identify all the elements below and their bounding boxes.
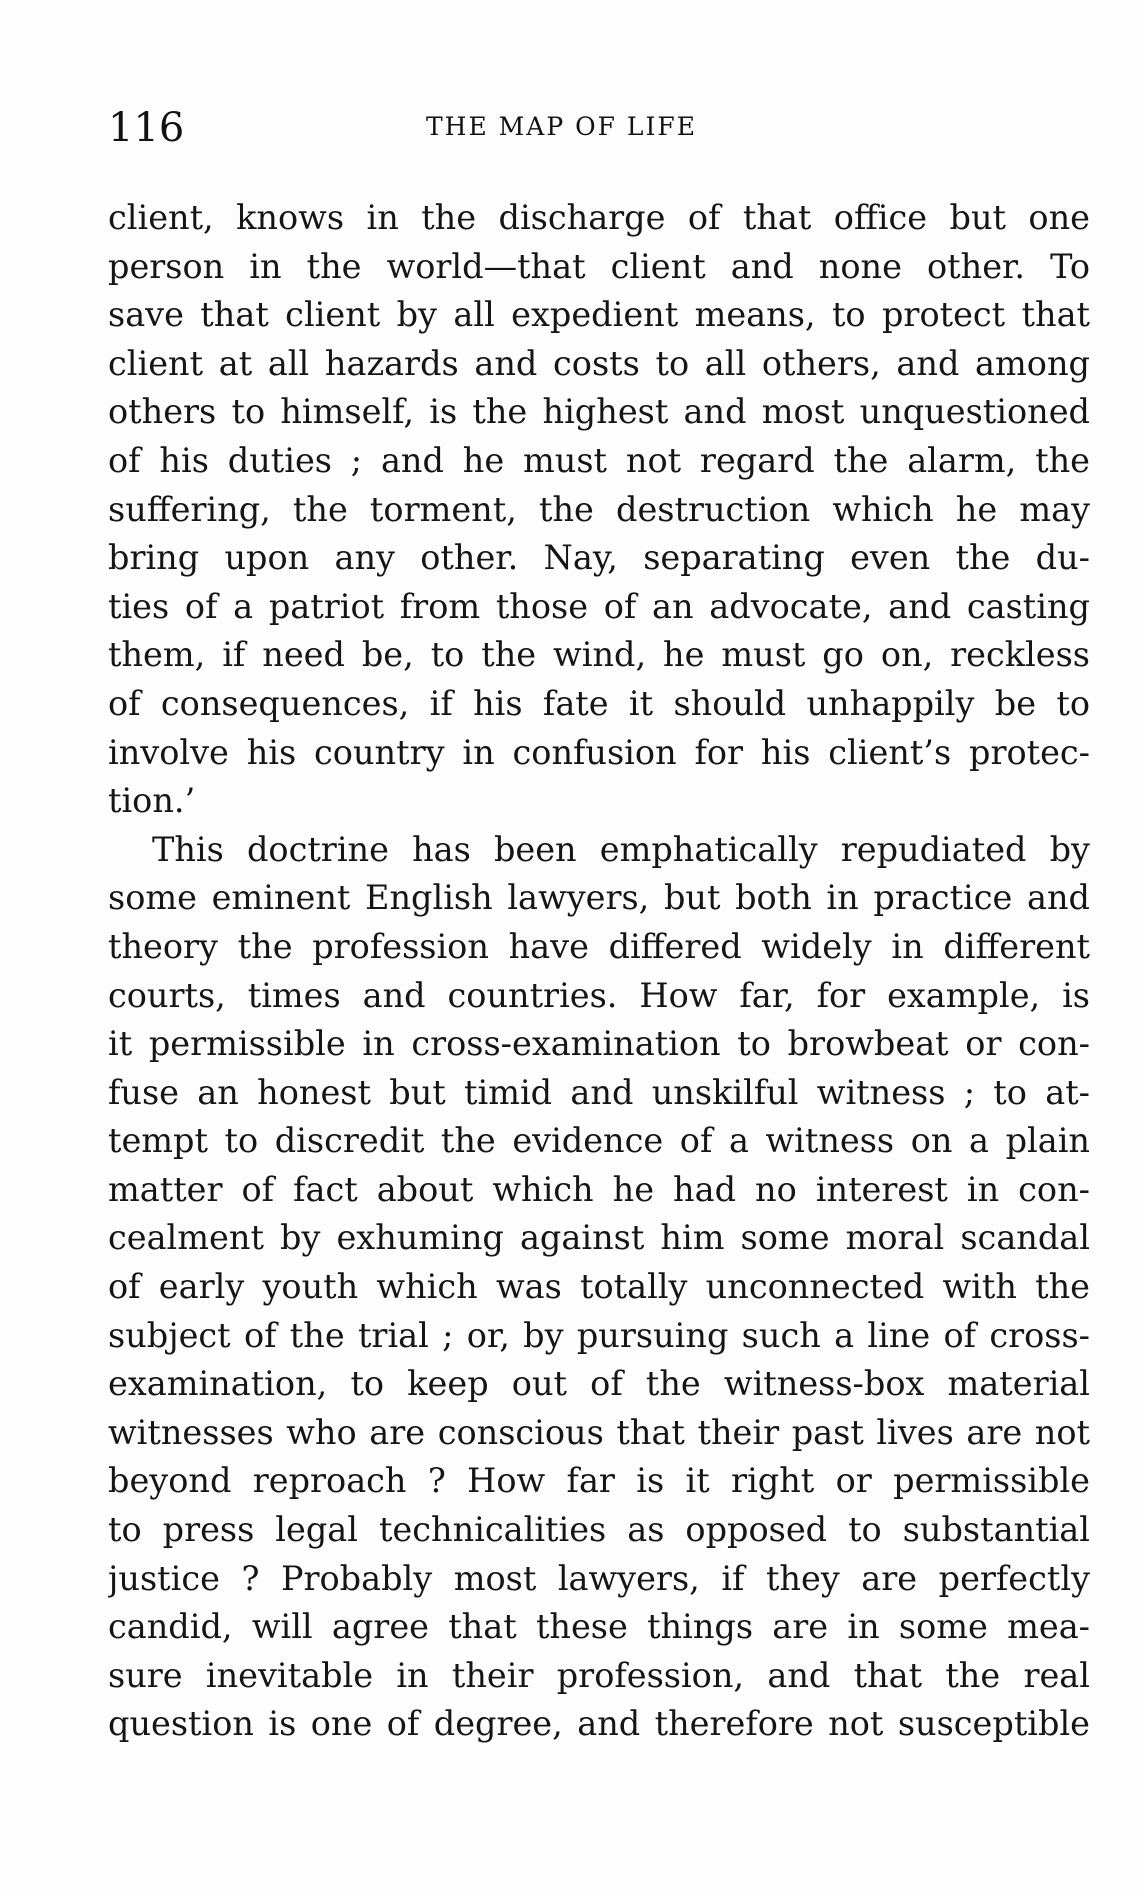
- text-line: question is one of degree, and therefore not susceptible: [108, 1704, 1090, 1744]
- text-line: it permissible in cross-examination to browbeat or con-: [108, 1024, 1090, 1064]
- text-line: them, if need be, to the wind, he must go on, reckless: [108, 635, 1090, 675]
- text-line: This doctrine has been emphatically repudiated by: [152, 829, 1090, 869]
- paragraph: [108, 826, 1090, 1749]
- text-line: person in the world—that client and none other. To: [108, 246, 1090, 286]
- text-line: client at all hazards and costs to all others, and among: [108, 343, 1090, 383]
- text-line: tempt to discredit the evidence of a witness on a plain: [108, 1121, 1090, 1161]
- text-line: of consequences, if his fate it should unhappily be to: [108, 683, 1090, 723]
- text-line: suffering, the torment, the destruction which he may: [108, 489, 1090, 529]
- body-text: [108, 194, 1090, 1749]
- text-line: sure inevitable in their profession, and that the real: [108, 1655, 1090, 1695]
- running-title: THE MAP OF LIFE: [426, 112, 697, 141]
- text-line: cealment by exhuming against him some moral scandal: [108, 1218, 1090, 1258]
- text-line: save that client by all expedient means, to protect that: [108, 295, 1090, 335]
- text-line: justice ? Probably most lawyers, if they are perfectly: [108, 1558, 1090, 1598]
- paragraph: [108, 194, 1090, 826]
- text-line: subject of the trial ; or, by pursuing such a line of cross-: [108, 1315, 1090, 1355]
- text-line: to press legal technicalities as opposed to substantial: [108, 1510, 1090, 1550]
- text-line: client, knows in the discharge of that office but one: [108, 198, 1090, 237]
- text-line: candid, will agree that these things are in some mea-: [108, 1607, 1090, 1647]
- text-line: beyond reproach ? How far is it right or permissible: [108, 1461, 1090, 1501]
- text-line: examination, to keep out of the witness-box material: [108, 1364, 1090, 1404]
- text-line: involve his country in confusion for his client’s protec-: [108, 732, 1090, 772]
- text-line: of early youth which was totally unconnected with the: [108, 1267, 1090, 1307]
- text-line: of his duties ; and he must not regard the alarm, the: [108, 440, 1090, 480]
- text-line: others to himself, is the highest and most unquestioned: [108, 392, 1090, 432]
- text-line: witnesses who are conscious that their past lives are not: [108, 1412, 1090, 1452]
- text-line: theory the profession have differed widely in different: [108, 926, 1090, 966]
- text-line: courts, times and countries. How far, for example, is: [108, 975, 1090, 1015]
- text-line: matter of fact about which he had no interest in con-: [108, 1169, 1090, 1209]
- text-line: some eminent English lawyers, but both in practice and: [108, 878, 1090, 918]
- text-line: bring upon any other. Nay, separating even the du-: [108, 538, 1090, 578]
- running-head: [108, 104, 1090, 154]
- page-number: 116: [108, 105, 185, 151]
- text-line: ties of a patriot from those of an advocate, and casting: [108, 586, 1090, 626]
- text-line: tion.’: [108, 781, 196, 821]
- text-line: fuse an honest but timid and unskilful witness ; to at-: [108, 1072, 1090, 1112]
